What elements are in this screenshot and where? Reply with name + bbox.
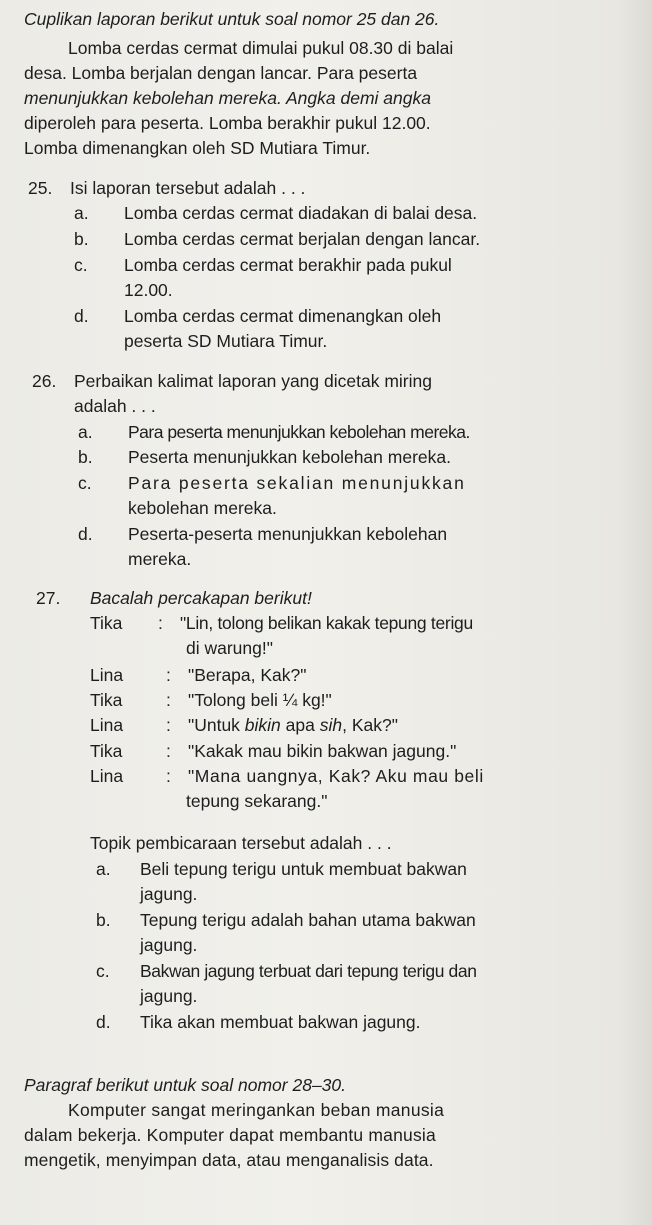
option-letter: c. xyxy=(74,255,88,275)
question-number: 27. xyxy=(36,588,61,608)
paragraph-line: dalam bekerja. Komputer dapat membantu manusia xyxy=(24,1125,436,1145)
option-text: Tika akan membuat bakwan jagung. xyxy=(140,1012,421,1032)
option-letter: b. xyxy=(78,447,93,467)
dialog-line: tepung sekarang." xyxy=(186,791,328,811)
option-text: Peserta-peserta menunjukkan kebolehan xyxy=(128,524,448,544)
option-text: Beli tepung terigu untuk membuat bakwan xyxy=(140,859,467,879)
question-intro: Bacalah percakapan berikut! xyxy=(90,588,312,608)
option-letter: c. xyxy=(96,961,110,981)
dialog-colon: : xyxy=(166,715,171,735)
dialog-colon: : xyxy=(158,613,163,633)
intro-heading: Cuplikan laporan berikut untuk soal nomor 25 dan 26. xyxy=(24,9,440,29)
dialog-speaker: Lina xyxy=(90,766,124,786)
dialog-speaker: Lina xyxy=(90,715,124,735)
option-text: peserta SD Mutiara Timur. xyxy=(124,331,328,351)
option-text: mereka. xyxy=(128,549,192,569)
option-letter: a. xyxy=(74,203,89,223)
dialog-colon: : xyxy=(166,766,171,786)
report-line: desa. Lomba berjalan dengan lancar. Para peserta xyxy=(24,63,418,83)
dialog-colon: : xyxy=(166,690,171,710)
question-stem: Perbaikan kalimat laporan yang dicetak miring xyxy=(74,371,432,391)
option-letter: b. xyxy=(96,910,111,930)
option-text: jagung. xyxy=(140,986,198,1006)
paragraph-line: Komputer sangat meringankan beban manusia xyxy=(68,1100,445,1120)
option-text: Lomba cerdas cermat berjalan dengan lancar. xyxy=(124,229,481,249)
option-text: Para peserta sekalian menunjukkan xyxy=(128,473,466,493)
option-text: jagung. xyxy=(140,884,198,904)
option-letter: c. xyxy=(78,473,92,493)
option-letter: d. xyxy=(96,1012,111,1032)
option-text: Bakwan jagung terbuat dari tepung terigu dan xyxy=(140,961,477,981)
dialog-colon: : xyxy=(166,741,171,761)
report-line: menunjukkan kebolehan mereka. Angka demi angka xyxy=(24,88,431,108)
option-letter: b. xyxy=(74,229,89,249)
option-letter: d. xyxy=(74,306,89,326)
dialog-line: di warung!" xyxy=(186,638,273,658)
dialog-colon: : xyxy=(166,665,171,685)
question-stem: adalah . . . xyxy=(74,396,156,416)
option-text: Para peserta menunjukkan kebolehan mereka. xyxy=(128,422,470,442)
question-number: 25. xyxy=(28,178,53,198)
dialog-line: "Tolong beli ¼ kg!" xyxy=(188,690,332,710)
question-stem: Isi laporan tersebut adalah . . . xyxy=(70,178,306,198)
question-number: 26. xyxy=(32,371,57,391)
dialog-speaker: Tika xyxy=(90,690,123,710)
question-stem: Topik pembicaraan tersebut adalah . . . xyxy=(90,833,392,853)
dialog-line: "Berapa, Kak?" xyxy=(188,665,307,685)
option-text: Tepung terigu adalah bahan utama bakwan xyxy=(140,910,476,930)
option-text: Lomba cerdas cermat berakhir pada pukul xyxy=(124,255,452,275)
section-heading: Paragraf berikut untuk soal nomor 28–30. xyxy=(24,1075,346,1095)
dialog-line: "Lin, tolong belikan kakak tepung terigu xyxy=(180,613,473,633)
report-line: Lomba cerdas cermat dimulai pukul 08.30 di balai xyxy=(68,38,454,58)
report-line: Lomba dimenangkan oleh SD Mutiara Timur. xyxy=(24,138,371,158)
dialog-line: "Untuk bikin apa sih, Kak?" xyxy=(188,715,398,735)
dialog-speaker: Tika xyxy=(90,613,123,633)
page-edge-shadow xyxy=(618,0,652,1225)
paragraph-line: mengetik, menyimpan data, atau menganalisis data. xyxy=(24,1150,434,1170)
option-letter: d. xyxy=(78,524,93,544)
option-text: Peserta menunjukkan kebolehan mereka. xyxy=(128,447,451,467)
option-text: Lomba cerdas cermat dimenangkan oleh xyxy=(124,306,442,326)
dialog-line: "Mana uangnya, Kak? Aku mau beli xyxy=(188,766,484,786)
dialog-speaker: Lina xyxy=(90,665,124,685)
option-text: jagung. xyxy=(140,935,198,955)
option-text: 12.00. xyxy=(124,280,173,300)
dialog-speaker: Tika xyxy=(90,741,123,761)
option-text: Lomba cerdas cermat diadakan di balai desa. xyxy=(124,203,478,223)
report-line: diperoleh para peserta. Lomba berakhir pukul 12.00. xyxy=(24,113,431,133)
option-text: kebolehan mereka. xyxy=(128,498,277,518)
dialog-line: "Kakak mau bikin bakwan jagung." xyxy=(188,741,457,761)
option-letter: a. xyxy=(96,859,111,879)
option-letter: a. xyxy=(78,422,93,442)
